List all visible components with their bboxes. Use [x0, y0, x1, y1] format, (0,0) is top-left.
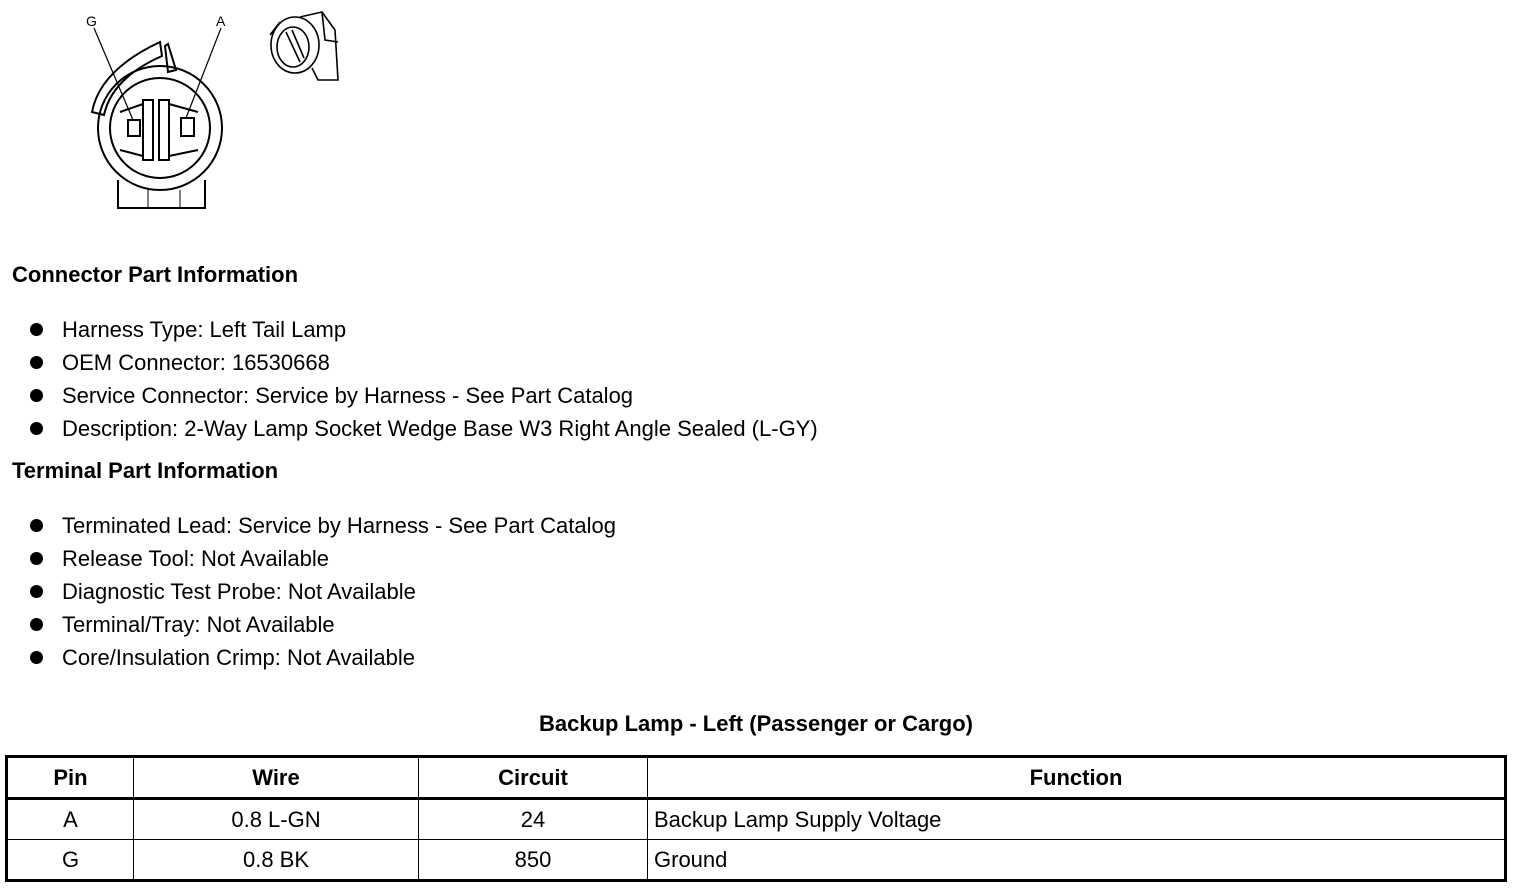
- column-header-function: Function: [648, 757, 1506, 799]
- connector-heading: Connector Part Information: [12, 262, 299, 287]
- list-item: [0, 414, 818, 447]
- list-item: [0, 315, 818, 348]
- cell-function: Backup Lamp Supply Voltage: [648, 799, 1506, 840]
- list-item-text: Harness Type: Left Tail Lamp: [62, 317, 347, 342]
- list-item-text: Description: 2-Way Lamp Socket Wedge Base W3 Right Angle Sealed (L-GY): [62, 416, 818, 441]
- list-item-text: Terminal/Tray: Not Available: [62, 612, 335, 637]
- bullet-icon: [30, 356, 43, 369]
- cell-circuit: 850: [419, 840, 648, 881]
- bullet-icon: [30, 585, 43, 598]
- table-title: Backup Lamp - Left (Passenger or Cargo): [539, 711, 973, 736]
- bullet-icon: [30, 519, 43, 532]
- list-item-text: Diagnostic Test Probe: Not Available: [62, 579, 416, 604]
- bullet-icon: [30, 323, 43, 336]
- bullet-icon: [30, 552, 43, 565]
- list-item: [0, 610, 616, 643]
- cell-function: Ground: [648, 840, 1506, 881]
- pin-label-g: G: [86, 13, 97, 29]
- table-row: [7, 840, 1506, 881]
- list-item: [0, 511, 616, 544]
- list-item-text: Core/Insulation Crimp: Not Available: [62, 645, 415, 670]
- list-item: [0, 643, 616, 676]
- column-header-circuit: Circuit: [419, 757, 648, 799]
- list-item: [0, 348, 818, 381]
- connector-3d-view: [270, 12, 338, 80]
- pin-table: [5, 755, 1507, 882]
- bullet-icon: [30, 651, 43, 664]
- list-item-text: Terminated Lead: Service by Harness - See Part Catalog: [62, 513, 616, 538]
- list-item: [0, 577, 616, 610]
- list-item: [0, 381, 818, 414]
- column-header-pin: Pin: [7, 757, 134, 799]
- column-header-wire: Wire: [134, 757, 419, 799]
- bullet-icon: [30, 422, 43, 435]
- bullet-icon: [30, 389, 43, 402]
- bullet-icon: [30, 618, 43, 631]
- list-item-text: OEM Connector: 16530668: [62, 350, 330, 375]
- cell-circuit: 24: [419, 799, 648, 840]
- cell-pin: G: [7, 840, 134, 881]
- list-item-text: Service Connector: Service by Harness - See Part Catalog: [62, 383, 634, 408]
- connector-diagram: [0, 0, 360, 220]
- table-row: [7, 799, 1506, 840]
- pin-label-a: A: [216, 13, 226, 29]
- cell-pin: A: [7, 799, 134, 840]
- cell-wire: 0.8 L-GN: [134, 799, 419, 840]
- connector-info-list: [0, 315, 818, 447]
- list-item-text: Release Tool: Not Available: [62, 546, 330, 571]
- terminal-info-list: [0, 511, 616, 676]
- cell-wire: 0.8 BK: [134, 840, 419, 881]
- terminal-heading: Terminal Part Information: [12, 458, 279, 483]
- table-header-row: [7, 757, 1506, 799]
- list-item: [0, 544, 616, 577]
